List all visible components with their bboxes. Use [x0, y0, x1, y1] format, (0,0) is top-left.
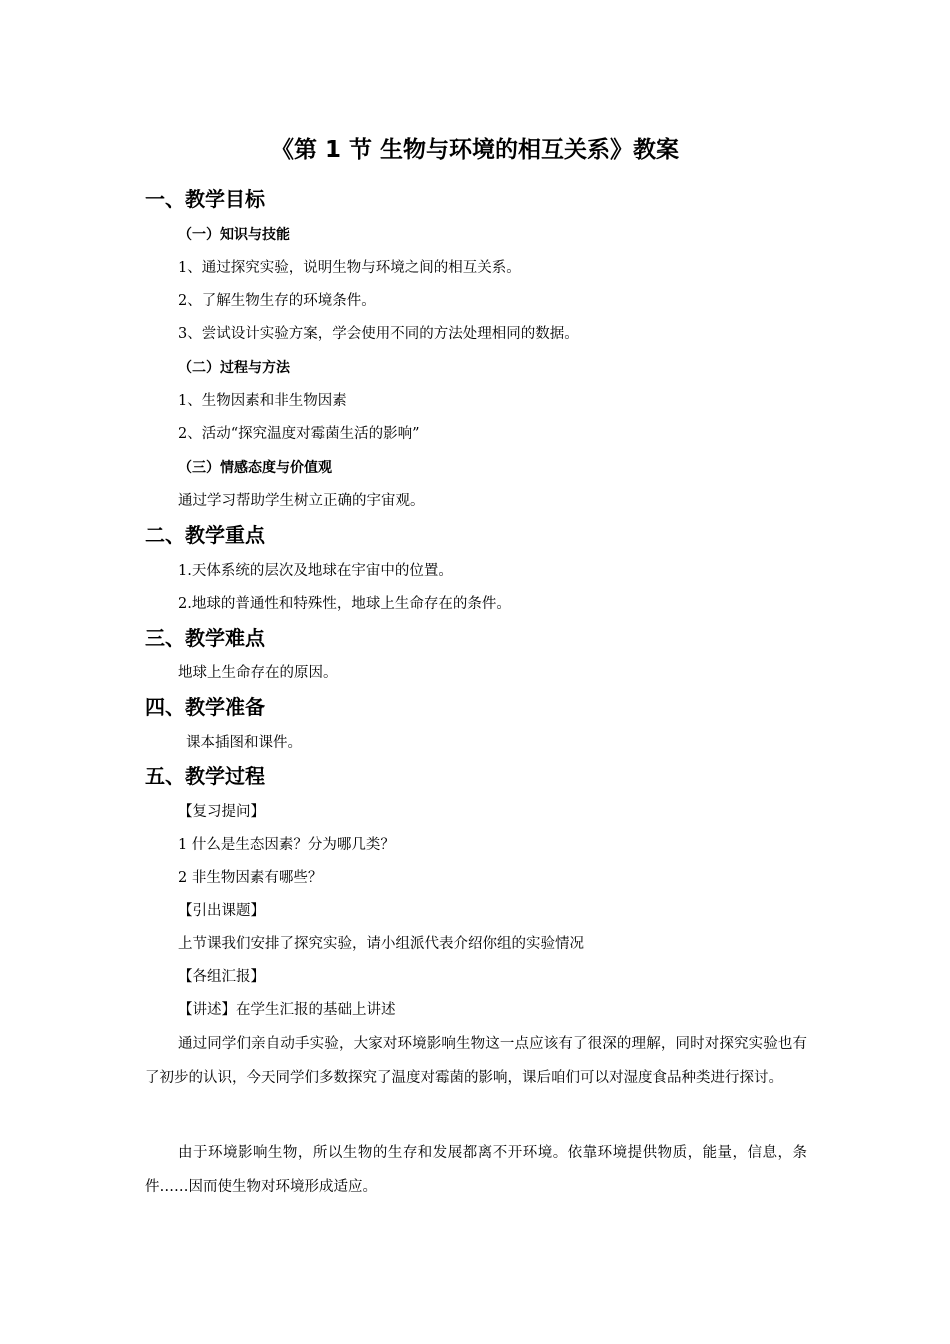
- subheading-attitudes-values: （三）情感态度与价值观: [178, 460, 332, 476]
- list-item: 2、了解生物生存的环境条件。: [178, 293, 376, 309]
- body-paragraph: 通过同学们亲自动手实验，大家对环境影响生物这一点应该有了很深的理解，同时对探究实验也有了初步的认识，今天同学们多数探究了温度对霉菌的影响，课后咱们可以对湿度食品种类进行探讨。: [145, 1036, 807, 1086]
- list-item: 课本插图和课件。: [186, 735, 302, 751]
- section-heading-key-points: 二、教学重点: [145, 523, 265, 547]
- document-title: 《第 1 节 生物与环境的相互关系》教案: [270, 137, 680, 163]
- section-heading-process: 五、教学过程: [145, 764, 265, 788]
- list-item: 2 非生物因素有哪些？: [178, 870, 323, 886]
- list-item: 1.天体系统的层次及地球在宇宙中的位置。: [178, 563, 453, 579]
- list-item: 上节课我们安排了探究实验，请小组派代表介绍你组的实验情况: [178, 936, 584, 952]
- list-item: 【引出课题】: [178, 903, 265, 919]
- list-item: 1、通过探究实验，说明生物与环境之间的相互关系。: [178, 260, 521, 276]
- list-item: 【讲述】在学生汇报的基础上讲述: [178, 1002, 396, 1018]
- subheading-process-methods: （二）过程与方法: [178, 360, 290, 376]
- list-item: 【各组汇报】: [178, 969, 265, 985]
- list-item: 地球上生命存在的原因。: [178, 665, 338, 681]
- section-heading-objectives: 一、教学目标: [145, 187, 265, 211]
- section-heading-difficulties: 三、教学难点: [145, 626, 265, 650]
- list-item: 通过学习帮助学生树立正确的宇宙观。: [178, 493, 425, 509]
- subheading-knowledge-skills: （一）知识与技能: [178, 227, 290, 243]
- list-item: 2、活动“探究温度对霉菌生活的影响”: [178, 426, 420, 442]
- body-paragraph: 由于环境影响生物，所以生物的生存和发展都离不开环境。依靠环境提供物质，能量，信息，条件……因而使生物对环境形成适应。: [145, 1145, 807, 1195]
- list-item: 2.地球的普通性和特殊性，地球上生命存在的条件。: [178, 596, 511, 612]
- list-item: 1 什么是生态因素？分为哪几类？: [178, 837, 395, 853]
- list-item: 3、尝试设计实验方案，学会使用不同的方法处理相同的数据。: [178, 326, 579, 342]
- section-heading-preparation: 四、教学准备: [145, 695, 265, 719]
- list-item: 1、生物因素和非生物因素: [178, 393, 347, 409]
- list-item: 【复习提问】: [178, 804, 265, 820]
